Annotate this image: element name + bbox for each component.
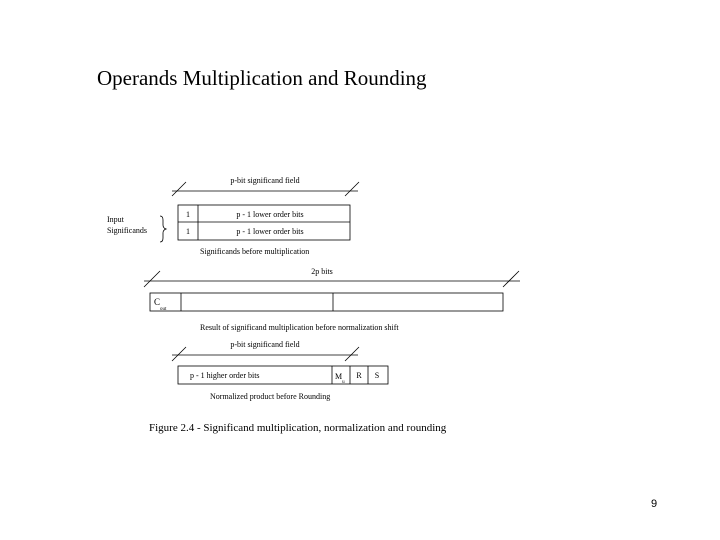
product-tick-right: [503, 271, 519, 287]
round-bit-label: R: [356, 371, 362, 380]
sticky-bit-label: S: [374, 371, 380, 380]
slide-title: Operands Multiplication and Rounding: [97, 66, 427, 90]
product-width-label: 2p bits: [311, 267, 333, 276]
top-field-tick-right: [345, 182, 359, 196]
operand-row-1-lead: 1: [186, 210, 190, 219]
product-box: [150, 293, 503, 311]
bottom-field-tick-right: [345, 347, 359, 361]
top-field-tick-left: [172, 182, 186, 196]
product-caption: Result of significand multiplication before normalization shift: [200, 323, 399, 332]
operand-row-2-bits: p - 1 lower order bits: [236, 227, 304, 236]
operand-row-2-lead: 1: [186, 227, 190, 236]
bottom-field-label: p-bit significand field: [230, 340, 300, 349]
m-label: $M_u$: [335, 372, 345, 385]
input-label-line2: Significands: [107, 226, 147, 235]
figure-caption: Figure 2.4 - Significand multiplication, normalization and rounding: [149, 422, 447, 434]
product-tick-left: [144, 271, 160, 287]
operand-row-1-bits: p - 1 lower order bits: [236, 210, 304, 219]
bottom-field-tick-left: [172, 347, 186, 361]
normalized-bits-label: p - 1 higher order bits: [190, 371, 260, 380]
page-number: 9: [651, 498, 658, 510]
top-field-label: p-bit significand field: [230, 176, 300, 185]
before-mult-caption: Significands before multiplication: [200, 247, 310, 256]
normalized-caption: Normalized product before Rounding: [210, 392, 331, 401]
input-label-line1: Input: [107, 215, 124, 224]
input-brace: [160, 216, 166, 242]
carry-label: $C_{out}$: [154, 297, 167, 312]
